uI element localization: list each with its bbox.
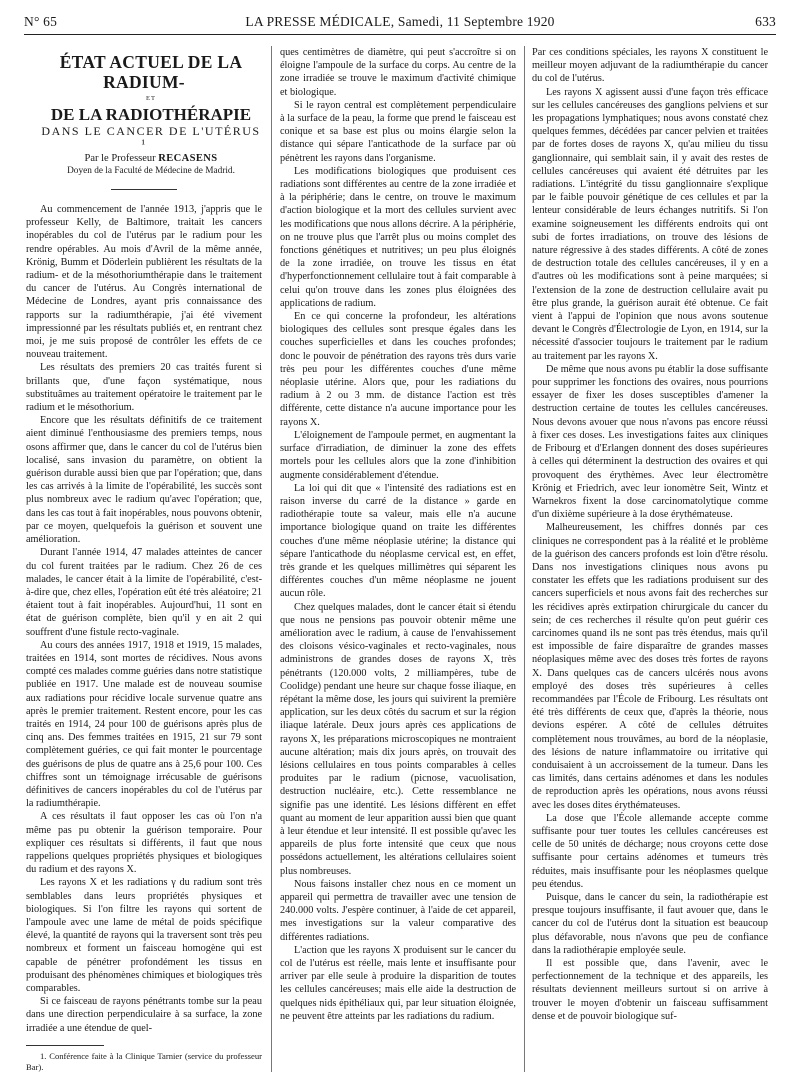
article-subtitle-2: DANS LE CANCER DE L'UTÉRUS ¹ [41,124,261,152]
paragraph: Par ces conditions spéciales, les rayons X constituent le meilleur moyen adjuvant de la radiumthérapie du cancer du col de l'utérus. [532,47,768,85]
title-rule [111,189,177,190]
paragraph: Chez quelques malades, dont le cancer était si étendu que nous ne pensions pas pouvoir obtenir même une amélioration avec le radium, à cause de l'envahissement des cloisons vésico-vaginales et recto-vaginales, nous administrons de grandes doses de rayons X, très pénétrants (120.000 volts, 2 milliampères, tube de Coolidge) pendant une heure sur chaque fosse iliaque, en répétant la même dose, les jours qui suivirent la première application, sur les deux côtés du sacrum et sur la région iliaque latérale. Deux jours après ces applications de rayons X, les préparations microscopiques ne montraient aucune altération; mais dix jours après, on trouvait des lésions cellulaires en tous points comparables à celles produites par le radium (picnose, vacuolisation, destruction nucléaire, etc.). Cette ressemblance ne signifie pas une identité. Les lésions diffèrent en effet quant au moment de leur apparition aussi bien que quant à leur étendue et leur intensité. Il est possible qu'avec les appareils de plus forte intensité que ceux que nous possédons actuellement, les altérations cellulaires soient plus nombreuses. [280,601,516,877]
byline [26,152,262,165]
paragraph: Au commencement de l'année 1913, j'appris que le professeur Kelly, de Baltimore, traitait les cancers inopérables du col de l'utérus par le radium pour les rendre opérables. Au mois d'Avril de la même année, Krönig, Bumm et Döderlein publièrent les résultats de la radium- et de la mésothoriumthérapie dans le traitement du cancer de l'utérus. Au Congrès international de Médecine de Londres, ayant pris connaissance des rapports sur la radiumthérapie, j'ai été vivement impressionné par les résultats publiés et, en rentrant chez moi, je me suis proposé de contrôler les effets de ce nouveau traitement. [26,204,262,361]
paragraph: Les rayons X et les radiations γ du radium sont très semblables dans leurs propriétés physiques et biologiques. Si l'on filtre les rayons qui sortent de l'ampoule avec une lame de métal de poids spécifique élevé, la quantité de rayons qui la traversent sont très peu nombreux et forment un faisceau homogène qui est capable de pénétrer profondément les tissus en produisant des phénomènes chimiques et biologiques très comparables. [26,877,262,994]
paragraph: La loi qui dit que « l'intensité des radiations est en raison inverse du carré de la distance » garde en radiothérapie toute sa valeur, mais elle n'a aucune importance biologique quand on traite les différentes couches d'une même néoplasie utérine; la distance qui sépare l'anticathode du néoplasme cervical est, en effet, très grande et les quelques millimètres qui séparent les différentes couches d'un même néoplasme ne jouent aucun rôle. [280,482,516,600]
column-2-body [280,46,516,1023]
paragraph: De même que nous avons pu établir la dose suffisante pour supprimer les fonctions des ovaires, nous pourrions essayer de fixer les doses susceptibles d'amener la destruction certaine de toutes les cellules cancéreuses. Nous devons avouer que nous n'avons pas encore réussi à fixer ces doses. Les investigations faites aux cliniques de Fribourg et d'Erlangen donnent des doses supérieures à celles qui déterminent la destruction des ovaires et qui provoquent des érythèmes. Avec leur électromètre Krönig et Friedrich, avec leur ionomètre Seit, Wintz et Warnekros fixent la dose carcinomatolytique comme d'un dixième supérieure à la dose érythémateuse. [532,363,768,521]
column-2 [280,46,516,1072]
column-divider [524,46,525,1072]
paragraph: Il est possible que, dans l'avenir, avec le perfectionnement de la technique et des appareils, les résultats deviennent meilleurs surtout si on arrive à trouver le moyen d'obtenir un faisceau suffisamment dense et de pouvoir biologique suf- [532,958,768,1022]
paragraph: Les modifications biologiques que produisent ces radiations sont différentes au centre de la zone irradiée et à la périphérie; dans le centre, on trouve le maximum d'action biologique et la mort des cellules survient avec les modifications que nous allons décrire. A la périphérie, on ne trouve plus que l'arrêt plus ou moins complet des fonctions génétiques et nutritives; un peu plus éloignés de la zone irradiée, on trouve les tissus en état d'hyperfonctionnement cellulaire tout à fait comparable à celui qu'on trouve dans les zones plus éloignées des applications de radium. [280,165,516,309]
author-name: RECASENS [158,152,218,164]
paragraph: Encore que les résultats définitifs de ce traitement aient diminué l'enthousiasme des premiers temps, nous osons affirmer que, dans le cancer du col de l'utérus bien localisé, sans invasion du paramètre, on obtient la guérison durable aussi bien que par l'opération; que, dans les cas arrivés à la limite de l'opérabilité, les succès sont plus nombreux avec le radium qu'avec l'opération; que, dans les cas tout à fait inopérables, nous pouvons obtenir, par ce moyen, quelquefois la guérison et souvent une amélioration. [26,415,262,546]
paragraph: Si ce faisceau de rayons pénétrants tombe sur la peau dans une direction perpendiculaire à sa surface, la zone irradiée a une étendue de quel- [26,996,262,1034]
paragraph: ques centimètres de diamètre, qui peut s'accroître si on éloigne l'ampoule de la surface du corps. Au centre de la zone irradiée se trouve le maximum d'activité chimique et biologique. [280,47,516,98]
header-rule [24,34,776,35]
footnote-rule [26,1045,104,1046]
paragraph: L'éloignement de l'ampoule permet, en augmentant la surface d'irradiation, de diminuer la zone des effets mortels pour les cellules alors que la zone d'inhibition augmente considérablement d'étendue. [280,429,516,481]
article-subtitle: DE LA RADIOTHÉRAPIE [50,105,252,125]
byline-prefix: Par le Professeur [84,152,156,164]
column-1-body [26,203,262,1035]
paragraph: Puisque, dans le cancer du sein, la radiothérapie est presque toujours insuffisante, il faut avouer que, dans le cancer du col de l'utérus dont la situation est beaucoup plus défavorable, nous n'avons que peu de confiance dans la radiothérapie employée seule. [532,892,768,956]
author-affiliation: Doyen de la Faculté de Médecine de Madrid. [67,165,235,176]
paragraph: Les rayons X agissent aussi d'une façon très efficace sur les cellules cancéreuses des ganglions pelviens et sur les propagations lymphatiques; nous avons constaté chez quelques femmes, décédées par cancer pelvien et traitées par de fortes doses de rayons X, qu'au milieu du tissu ganglionnaire, qui semblait sain, il y avait des restes de cellules cancéreuses qui avaient été détruites par les radiations. L'intégrité du tissu ganglionnaire s'explique par le faible pouvoir génétique de ces cellules et par la lenteur considérable de leurs échanges nutritifs. Si l'on examine soigneusement les différents endroits qui ont subi de fortes irradiations, on trouve des lésions de nature régressive à des stades différents. A côté de zones de destruction totale des cellules cancéreuses, il y en a d'autres où les modifications sont à peine marquées; si l'extension de la zone de destruction cellulaire avait pu être plus grande, la guérison aurait été obtenue. Ce fait vient à l'appui de l'opinion que nous avons soutenue devant le Congrès d'Électrologie de Lyon, en 1914, sur la nécessité d'associer toujours le traitement par le radium au traitement par les rayons X. [532,86,768,362]
footnote: 1. Conférence faite à la Clinique Tarnier (service du professeur Bar). [26,1050,262,1072]
column-1 [26,52,262,1078]
journal-title: LA PRESSE MÉDICALE, Samedi, 11 Septembre 1920 [245,14,555,29]
article-title: ÉTAT ACTUEL DE LA RADIUM- [59,52,243,92]
paragraph: Les résultats des premiers 20 cas traités furent si brillants que, d'une façon systématique, nous substituâmes au traitement opératoire le traitement par le radium et le mésothorium. [26,362,262,414]
paragraph: Si le rayon central est complètement perpendiculaire à la surface de la peau, la forme que prend le faisceau est conique et sa base est plus ou moins élargie selon la distance qui sépare l'anticathode de la surface par où pénètrent les rayons dans l'organisme. [280,99,516,164]
paragraph: Nous faisons installer chez nous en ce moment un appareil qui permettra de travailler avec une tension de 240.000 volts. J'espère continuer, à l'aide de cet appareil, mes investigations sur la valeur comparative des différentes radiations. [280,878,516,943]
running-header [24,14,776,34]
paragraph: La dose que l'École allemande accepte comme suffisante pour tuer toutes les cellules cancéreuses est celle de 50 unités de décharge; nous croyons cette dose suffisante pour certains adénomes et tumeurs très réduites, mais insuffisante pour les néoplasmes quelque peu étendus. [532,812,768,890]
issue-number: N° 65 [24,14,58,29]
paragraph: A ces résultats il faut opposer les cas où l'on n'a même pas pu obtenir la guérison temporaire. Pour expliquer ces résultats si différents, il faut que nous rappelions quelques propriétés physiques et biologiques du radium et des rayons X. [26,811,262,876]
column-3 [532,46,768,1072]
paragraph: Au cours des années 1917, 1918 et 1919, 15 malades, traitées en 1914, sont mortes de récidives. Nous avons compté ces malades comme guéries dans notre statistique publiée en 1917. Une malade est de nouveau soumise aux radiations pour récidive locale survenue quatre ans après le premier traitement. Restent encore, pour les cas traités en 1914, 24 pour 100 de guérisons après plus de cinq ans. Des femmes traitées en 1915, 21 sur 79 sont complètement guéries, ce qui fait monter le pourcentage des guérisons de plus de quatre ans à 25,6 pour 100. Ces chiffres sont un témoignage irrécusable de guérisons définitives de cancers inopérables du col de l'utérus par la radiumthérapie. [26,639,262,810]
column-divider [271,46,272,1072]
page-number: 633 [755,14,776,29]
column-3-body [532,46,768,1023]
paragraph: Malheureusement, les chiffres donnés par ces cliniques ne correspondent pas à la réalité et le problème de la guérison des cancers profonds est loin d'être résolu. Dans nos investigations cliniques nous avons pu constater les effets que les radiations produisent sur des cancers superficiels et nous avons fait des recherches sur les récidives après extirpation chirurgicale du cancer du sein; de ces recherches il résulte qu'on peut guérir ces carcinomes quand ils ne sont pas très étendus, mais qu'il est impossible de faire disparaître de grandes masses néoplasiques même avec des doses très fortes de rayons X. Dans quelques cas de cancers ulcérés nous avons employé des doses très supérieures à celles recommandées par l'École de Fribourg. Les résultats ont été très différents de ceux que, d'après la théorie, nous devions espérer. A côté de cellules détruites complètement nous trouvâmes, au bord de la néoplasie, des lésions de nature inflammatoire ou irritative qui conduisaient à un accroissement de la tumeur. Dans les cas limités, dans certains adénomes et dans les nodules de reproduction après les opérations, nous avons réussi avec les doses dites érythémateuses. [532,522,768,811]
article-title-et: ET [146,95,156,102]
paragraph: L'action que les rayons X produisent sur le cancer du col de l'utérus est réelle, mais lente et insuffisante pour arriver par elle seule à produire la disparition de toutes les cellules cancéreuses; mais elle aide la destruction de quelques nids épithéliaux qui, par leur situation éloignée, ne peuvent être atteints par les radiations du radium. [280,944,516,1022]
paragraph: En ce qui concerne la profondeur, les altérations biologiques des cellules sont presque égales dans les couches superficielles et dans les couches profondes; donc le pouvoir de pénétration des rayons très durs varie très peu pour les différentes couches d'une même néoplasie utérine. Alors que, pour les radiations du radium à 2 ou 3 mm. de distance l'action est très différente, cette distance n'a aucune importance pour les rayons X. [280,311,516,428]
paragraph: Durant l'année 1914, 47 malades atteintes de cancer du col furent traitées par le radium. Chez 26 de ces malades, le cancer était à la limite de l'opérabilité, c'est-à-dire que, chez elles, l'opération eût été très aléatoire; 21 étaient tout à fait inopérables. Aujourd'hui, 11 sont en état de guérison complète, bien qu'il y en ait 2 qui souffrent d'une fistule recto-vaginale. [26,547,262,638]
